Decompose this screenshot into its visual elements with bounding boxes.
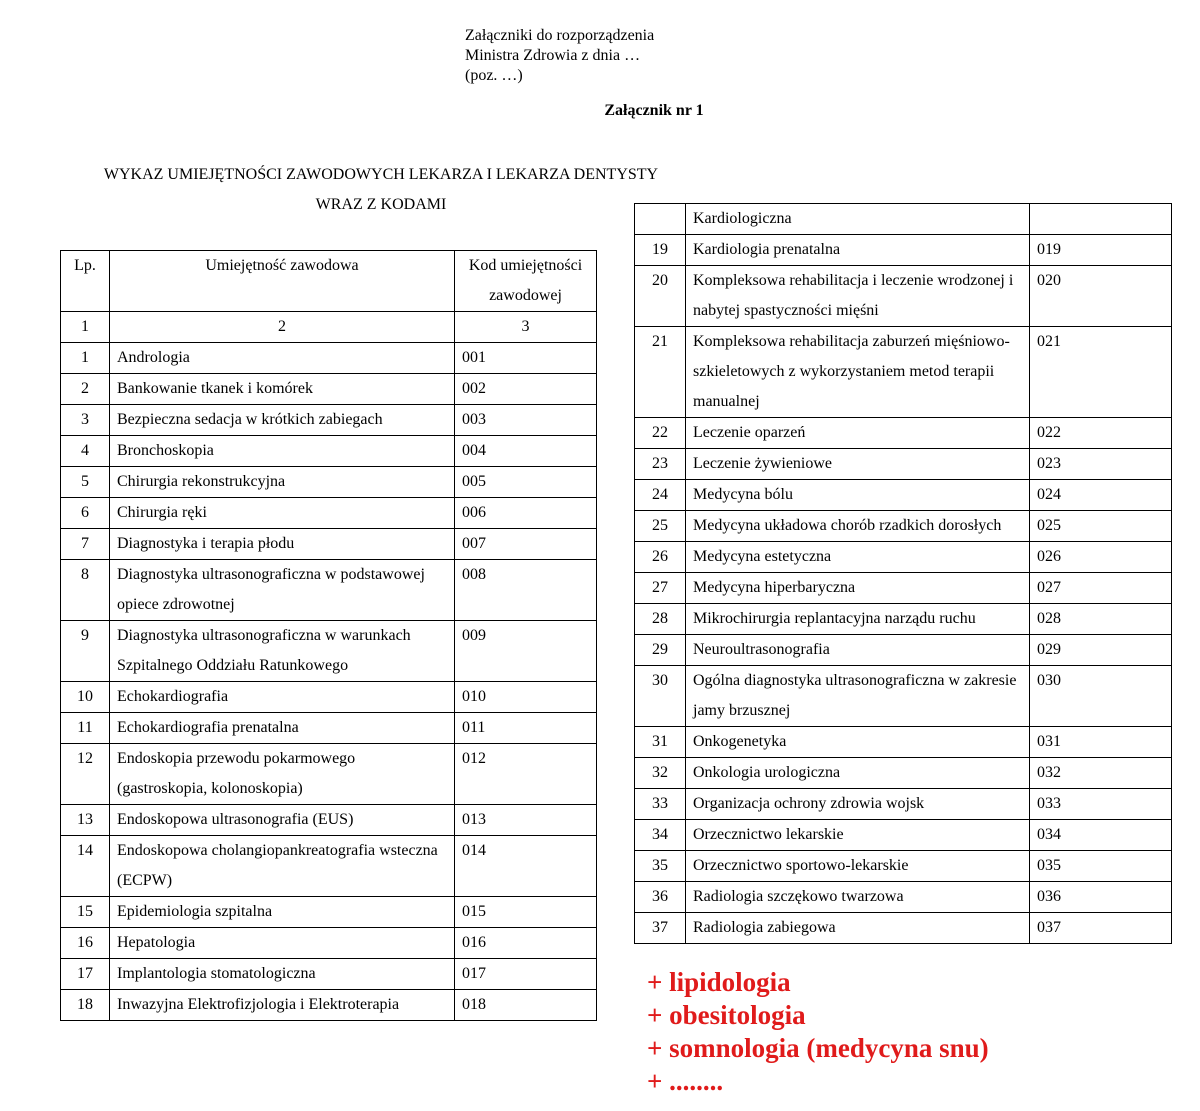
table-row <box>635 666 1172 727</box>
row-lp: 18 <box>61 990 110 1021</box>
row-code: 034 <box>1030 820 1172 851</box>
row-code: 004 <box>455 436 597 467</box>
row-code: 017 <box>455 959 597 990</box>
row-skill: Chirurgia ręki <box>110 498 455 529</box>
row-lp: 22 <box>635 418 686 449</box>
row-code <box>1030 204 1172 235</box>
row-skill: Organizacja ochrony zdrowia wojsk <box>686 789 1030 820</box>
table-row <box>635 480 1172 511</box>
table-row <box>635 542 1172 573</box>
row-lp: 21 <box>635 327 686 418</box>
row-lp: 5 <box>61 467 110 498</box>
header-code <box>455 251 597 312</box>
row-lp: 32 <box>635 758 686 789</box>
row-lp: 9 <box>61 621 110 682</box>
table-row <box>61 374 597 405</box>
row-code: 027 <box>1030 573 1172 604</box>
row-lp: 17 <box>61 959 110 990</box>
row-code: 011 <box>455 713 597 744</box>
handwritten-additions <box>647 966 989 1098</box>
row-code: 016 <box>455 928 597 959</box>
row-lp: 25 <box>635 511 686 542</box>
row-skill: Epidemiologia szpitalna <box>110 897 455 928</box>
row-skill: Medycyna bólu <box>686 480 1030 511</box>
row-code: 019 <box>1030 235 1172 266</box>
row-code: 021 <box>1030 327 1172 418</box>
row-skill: Echokardiografia prenatalna <box>110 713 455 744</box>
row-lp: 19 <box>635 235 686 266</box>
table-row <box>635 327 1172 418</box>
table-row <box>61 682 597 713</box>
header-note-line: Ministra Zdrowia z dnia … <box>465 47 641 64</box>
table-row <box>61 805 597 836</box>
column-number: 1 <box>61 312 110 343</box>
row-code: 032 <box>1030 758 1172 789</box>
row-lp: 10 <box>61 682 110 713</box>
table-row-continuation <box>635 204 1172 235</box>
row-lp: 1 <box>61 343 110 374</box>
row-lp: 13 <box>61 805 110 836</box>
row-code: 030 <box>1030 666 1172 727</box>
row-skill: Implantologia stomatologiczna <box>110 959 455 990</box>
table-row <box>61 990 597 1021</box>
row-code: 018 <box>455 990 597 1021</box>
table-row <box>635 758 1172 789</box>
table-row <box>635 604 1172 635</box>
table-row <box>635 882 1172 913</box>
header-note-line: (poz. …) <box>465 67 523 84</box>
skills-table-right <box>634 203 1172 944</box>
table-row <box>635 727 1172 758</box>
row-code: 015 <box>455 897 597 928</box>
document-title-line-2: WRAZ Z KODAMI <box>315 196 447 213</box>
row-code: 025 <box>1030 511 1172 542</box>
row-code: 006 <box>455 498 597 529</box>
row-lp: 37 <box>635 913 686 944</box>
skills-table-left <box>60 250 597 1021</box>
row-code: 009 <box>455 621 597 682</box>
row-lp: 4 <box>61 436 110 467</box>
header-skill: Umiejętność zawodowa <box>110 251 455 312</box>
table-row <box>635 235 1172 266</box>
table-row <box>61 529 597 560</box>
row-code: 028 <box>1030 604 1172 635</box>
row-lp: 11 <box>61 713 110 744</box>
row-skill: Bankowanie tkanek i komórek <box>110 374 455 405</box>
row-code: 013 <box>455 805 597 836</box>
header-code-line-2: zawodowej <box>489 287 562 304</box>
header-lp: Lp. <box>61 251 110 312</box>
row-skill: Neuroultrasonografia <box>686 635 1030 666</box>
table-row <box>635 511 1172 542</box>
table-row <box>635 418 1172 449</box>
row-code: 020 <box>1030 266 1172 327</box>
header-code-line-1: Kod umiejętności <box>468 257 583 274</box>
row-code: 001 <box>455 343 597 374</box>
row-skill: Endoskopowa ultrasonografia (EUS) <box>110 805 455 836</box>
table-row <box>61 836 597 897</box>
row-code: 003 <box>455 405 597 436</box>
row-skill: Andrologia <box>110 343 455 374</box>
row-skill: Kompleksowa rehabilitacja i leczenie wrodzonej i nabytej spastyczności mięśni <box>686 266 1030 327</box>
table-row <box>635 913 1172 944</box>
table-row <box>635 820 1172 851</box>
row-code: 026 <box>1030 542 1172 573</box>
row-lp: 15 <box>61 897 110 928</box>
row-skill: Endoskopowa cholangiopankreatografia wsteczna (ECPW) <box>110 836 455 897</box>
row-lp: 3 <box>61 405 110 436</box>
skills-table-right-body <box>635 204 1172 944</box>
row-lp: 16 <box>61 928 110 959</box>
row-skill: Kardiologiczna <box>686 204 1030 235</box>
row-code: 033 <box>1030 789 1172 820</box>
row-code: 007 <box>455 529 597 560</box>
table-header-row <box>61 251 597 312</box>
column-number: 3 <box>455 312 597 343</box>
row-lp: 23 <box>635 449 686 480</box>
row-skill: Radiologia szczękowo twarzowa <box>686 882 1030 913</box>
row-code: 012 <box>455 744 597 805</box>
column-number: 2 <box>110 312 455 343</box>
row-skill: Orzecznictwo sportowo-lekarskie <box>686 851 1030 882</box>
row-lp: 26 <box>635 542 686 573</box>
row-skill: Kompleksowa rehabilitacja zaburzeń mięśniowo-szkieletowych z wykorzystaniem metod terapii manualnej <box>686 327 1030 418</box>
row-code: 002 <box>455 374 597 405</box>
row-code: 029 <box>1030 635 1172 666</box>
row-code: 010 <box>455 682 597 713</box>
row-code: 023 <box>1030 449 1172 480</box>
row-skill: Bezpieczna sedacja w krótkich zabiegach <box>110 405 455 436</box>
row-code: 031 <box>1030 727 1172 758</box>
table-row <box>635 449 1172 480</box>
row-lp: 24 <box>635 480 686 511</box>
addition-item: + obesitologia <box>647 1000 806 1030</box>
row-skill: Echokardiografia <box>110 682 455 713</box>
row-lp: 30 <box>635 666 686 727</box>
row-lp: 36 <box>635 882 686 913</box>
table-row <box>61 621 597 682</box>
row-skill: Ogólna diagnostyka ultrasonograficzna w zakresie jamy brzusznej <box>686 666 1030 727</box>
row-lp: 28 <box>635 604 686 635</box>
row-skill: Onkogenetyka <box>686 727 1030 758</box>
row-code: 008 <box>455 560 597 621</box>
row-code: 005 <box>455 467 597 498</box>
row-code: 022 <box>1030 418 1172 449</box>
row-skill: Mikrochirurgia replantacyjna narządu ruchu <box>686 604 1030 635</box>
row-skill: Radiologia zabiegowa <box>686 913 1030 944</box>
row-lp: 27 <box>635 573 686 604</box>
row-lp: 14 <box>61 836 110 897</box>
row-skill: Leczenie żywieniowe <box>686 449 1030 480</box>
table-row <box>61 959 597 990</box>
row-lp: 35 <box>635 851 686 882</box>
header-note <box>465 26 654 86</box>
table-row <box>61 436 597 467</box>
row-code: 014 <box>455 836 597 897</box>
row-code: 035 <box>1030 851 1172 882</box>
row-skill: Medycyna hiperbaryczna <box>686 573 1030 604</box>
table-row <box>635 635 1172 666</box>
addition-item: + lipidologia <box>647 967 791 997</box>
row-skill: Medycyna układowa chorób rzadkich dorosłych <box>686 511 1030 542</box>
document-title-line-1: WYKAZ UMIEJĘTNOŚCI ZAWODOWYCH LEKARZA I LEKARZA DENTYSTY <box>103 166 659 183</box>
row-skill: Endoskopia przewodu pokarmowego (gastroskopia, kolonoskopia) <box>110 744 455 805</box>
table-row <box>61 343 597 374</box>
table-row <box>61 744 597 805</box>
table-row <box>635 851 1172 882</box>
addition-item: + somnologia (medycyna snu) <box>647 1033 989 1063</box>
table-row <box>61 928 597 959</box>
row-skill: Orzecznictwo lekarskie <box>686 820 1030 851</box>
row-skill: Hepatologia <box>110 928 455 959</box>
table-row <box>635 266 1172 327</box>
table-row <box>635 573 1172 604</box>
row-skill: Chirurgia rekonstrukcyjna <box>110 467 455 498</box>
row-skill: Bronchoskopia <box>110 436 455 467</box>
row-lp: 6 <box>61 498 110 529</box>
skills-table-left-body <box>61 251 597 1021</box>
table-row <box>61 405 597 436</box>
table-row <box>61 713 597 744</box>
row-code: 037 <box>1030 913 1172 944</box>
row-lp <box>635 204 686 235</box>
row-lp: 34 <box>635 820 686 851</box>
row-skill: Diagnostyka ultrasonograficzna w podstawowej opiece zdrowotnej <box>110 560 455 621</box>
row-lp: 7 <box>61 529 110 560</box>
addition-item: + ........ <box>647 1066 724 1096</box>
row-lp: 12 <box>61 744 110 805</box>
table-row <box>61 467 597 498</box>
row-skill: Diagnostyka i terapia płodu <box>110 529 455 560</box>
header-note-line: Załączniki do rozporządzenia <box>465 27 655 44</box>
row-skill: Diagnostyka ultrasonograficzna w warunkach Szpitalnego Oddziału Ratunkowego <box>110 621 455 682</box>
document-title <box>56 160 706 220</box>
row-lp: 20 <box>635 266 686 327</box>
table-row <box>61 560 597 621</box>
row-code: 024 <box>1030 480 1172 511</box>
row-skill: Medycyna estetyczna <box>686 542 1030 573</box>
annex-number: Załącznik nr 1 <box>604 102 704 119</box>
table-row <box>61 897 597 928</box>
table-row <box>61 498 597 529</box>
table-row <box>635 789 1172 820</box>
row-skill: Onkologia urologiczna <box>686 758 1030 789</box>
column-number-row <box>61 312 597 343</box>
row-lp: 31 <box>635 727 686 758</box>
row-skill: Inwazyjna Elektrofizjologia i Elektroterapia <box>110 990 455 1021</box>
row-lp: 33 <box>635 789 686 820</box>
row-lp: 8 <box>61 560 110 621</box>
row-code: 036 <box>1030 882 1172 913</box>
row-skill: Leczenie oparzeń <box>686 418 1030 449</box>
row-lp: 2 <box>61 374 110 405</box>
row-skill: Kardiologia prenatalna <box>686 235 1030 266</box>
row-lp: 29 <box>635 635 686 666</box>
